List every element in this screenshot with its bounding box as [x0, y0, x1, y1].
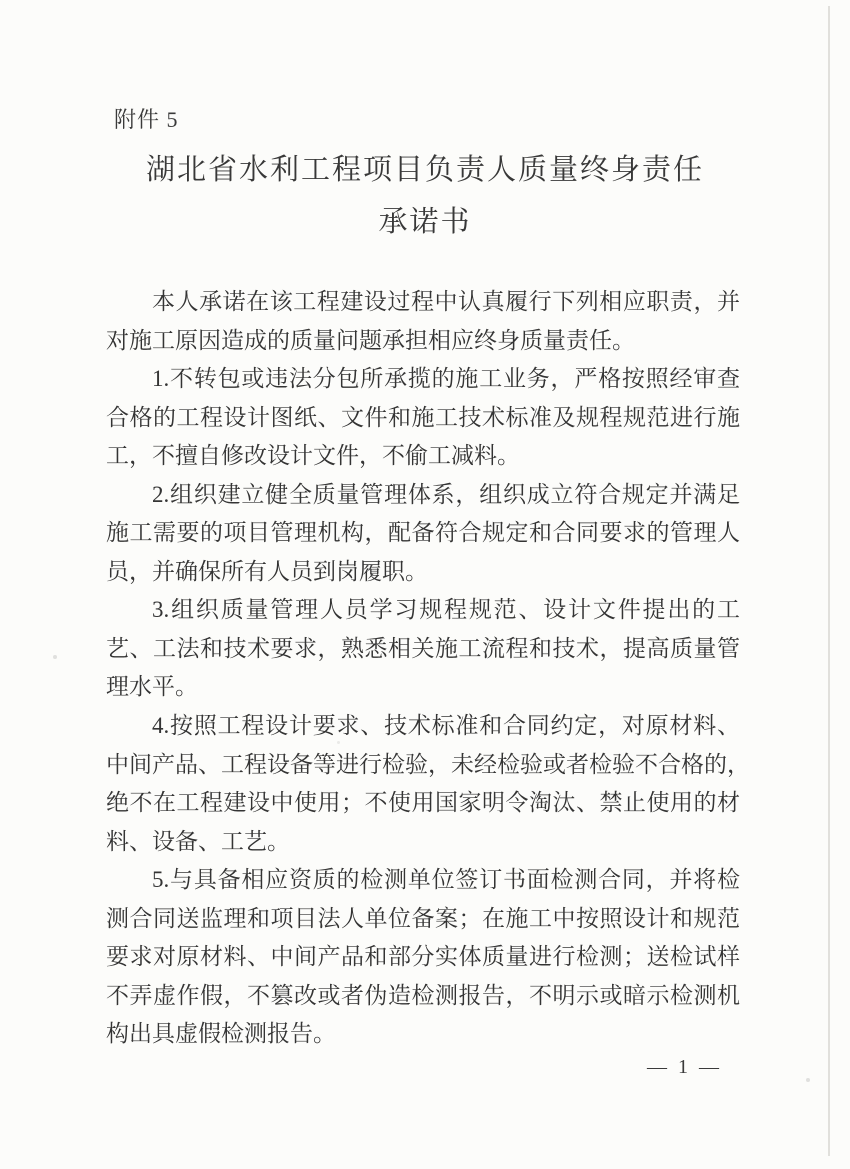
body-text-line: 工，不擅自修改设计文件，不偷工减料。: [106, 443, 520, 469]
body-text-line: 不弄虚作假，不篡改或者伪造检测报告，不明示或暗示检测机: [106, 982, 740, 1008]
body-text-line: 2.组织建立健全质量管理体系，组织成立符合规定并满足: [152, 481, 740, 507]
scan-speck: [806, 1078, 810, 1082]
body-text-line: 理水平。: [106, 674, 198, 700]
body-text-line: 合格的工程设计图纸、文件和施工技术标准及规程规范进行施: [106, 404, 740, 430]
scan-speck: [53, 655, 57, 659]
body-text-line: 中间产品、工程设备等进行检验，未经检验或者检验不合格的，: [106, 751, 750, 777]
document-body: [106, 283, 750, 1054]
body-text-line: 施工需要的项目管理机构，配备符合规定和合同要求的管理人: [106, 520, 740, 546]
body-text-line: 要求对原材料、中间产品和部分实体质量进行检测；送检试样: [106, 944, 740, 970]
document-title-line-2: 承诺书: [378, 206, 472, 238]
body-text-line: 艺、工法和技术要求，熟悉相关施工流程和技术，提高质量管: [106, 635, 740, 661]
body-text-line: 绝不在工程建设中使用；不使用国家明令淘汰、禁止使用的材: [106, 790, 740, 816]
body-text-line: 本人承诺在该工程建设过程中认真履行下列相应职责，并: [152, 289, 740, 314]
body-text-line: 5.与具备相应资质的检测单位签订书面检测合同，并将检: [152, 867, 740, 893]
body-text-line: 料、设备、工艺。: [106, 828, 290, 854]
body-text-line: 构出具虚假检测报告。: [106, 1021, 336, 1047]
body-text-line: 测合同送监理和项目法人单位备案；在施工中按照设计和规范: [106, 905, 740, 931]
page-number: — 1 —: [647, 1056, 722, 1078]
body-text-line: 员，并确保所有人员到岗履职。: [106, 558, 428, 584]
body-text-line: 4.按照工程设计要求、技术标准和合同约定，对原材料、: [152, 713, 740, 739]
document-title-line-1: 湖北省水利工程项目负责人质量终身责任: [145, 154, 704, 186]
body-text-line: 3.组织质量管理人员学习规程规范、设计文件提出的工: [152, 597, 740, 623]
attachment-label: 附件 5: [114, 107, 179, 132]
body-text-line: 对施工原因造成的质量问题承担相应终身质量责任。: [106, 327, 635, 353]
document-title: [0, 144, 850, 248]
body-text-line: 1.不转包或违法分包所承揽的施工业务，严格按照经审查: [152, 366, 740, 392]
